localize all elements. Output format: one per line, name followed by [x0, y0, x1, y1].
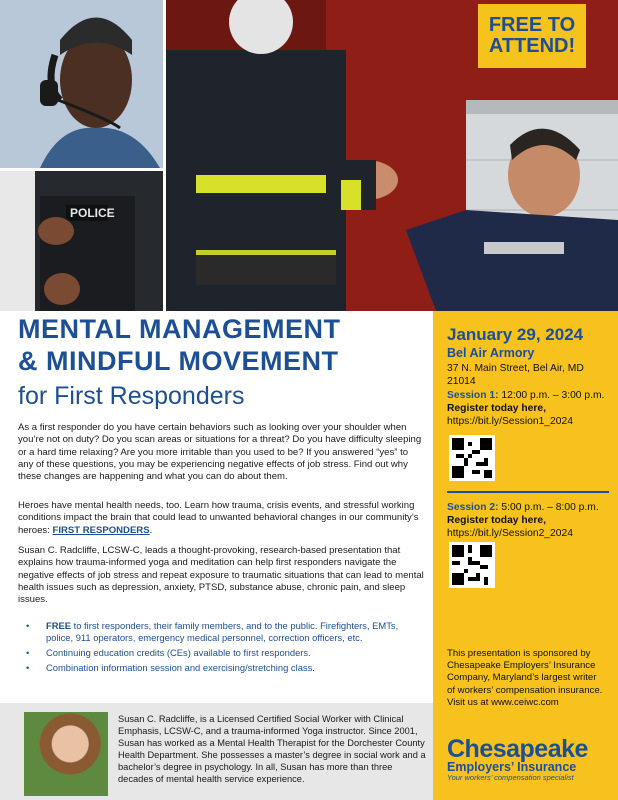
event-details-sidebar: [433, 311, 618, 800]
benefits-list: [26, 620, 418, 677]
session2-register: Register today here,: [447, 515, 546, 526]
bio-text: Susan C. Radcliffe, is a Licensed Certified Social Worker with Clinical Emphasis, LCSW-C, and a trauma-informed Yoga instructor. Since 2001, Susan has worked as a Mental Health Therapist for the Dorchester County Health Department. She possesses a master’s degree in social work and a bachelor’s degree in psychology. In all, Susan has more than three decades of mental health service experience.: [118, 714, 426, 785]
police-patch-text: POLICE: [70, 206, 115, 220]
session2-time: 5:00 p.m. – 8:00 p.m.: [498, 502, 599, 513]
session2-label: Session 2:: [447, 502, 499, 513]
bullet-icon: •: [26, 620, 30, 631]
bullet-icon: •: [26, 647, 30, 658]
session2-qr-code[interactable]: [449, 542, 495, 588]
heroes-text: Heroes have mental health needs, too. Learn how trauma, crisis events, and stressful working conditions impact the brain that could lead to unwanted behavioral changes in our community’s heroes:: [18, 500, 419, 536]
session2-block: [447, 501, 609, 540]
title-subtitle: for First Responders: [18, 382, 245, 410]
list-item: [26, 647, 418, 659]
intro-paragraph: As a first responder do you have certain behaviors such as looking over your shoulder when you’re not on duty? Do you scan areas or situations for a threat? Do you have difficulty sleeping or a hard time relaxing? Are you more irritable than you used to be? If you answered “yes” to any of these questions, you may be experiencing negative effects of job stress. Find out why these changes are happening and what you can do about them.: [18, 422, 422, 483]
dispatcher-photo: [0, 0, 163, 168]
sidebar-divider: [447, 491, 609, 493]
title-line2: & MINDFUL MOVEMENT: [18, 346, 339, 376]
sponsor-text: This presentation is sponsored by Chesapeake Employers’ Insurance Company, Maryland’s largest writer of workers’ compensation insurance. Visit us at www.ceiwc.com: [447, 648, 603, 708]
free-to-attend-badge: [478, 4, 586, 68]
qr-code-icon: [452, 438, 492, 478]
event-venue: Bel Air Armory: [447, 346, 535, 360]
chesapeake-logo: [447, 737, 609, 785]
police-officer-illustration: [0, 171, 163, 311]
event-address: 37 N. Main Street, Bel Air, MD 21014: [447, 363, 584, 387]
session1-time: 12:00 p.m. – 3:00 p.m.: [498, 390, 605, 401]
police-officer-photo: [0, 171, 163, 311]
bullet-text: Continuing education credits (CEs) available to first responders.: [46, 647, 311, 658]
badge-line1: FREE TO: [488, 14, 576, 36]
event-date: January 29, 2024: [447, 325, 584, 344]
badge-line2: ATTEND!: [488, 35, 576, 57]
list-item: [26, 620, 418, 644]
logo-word1: Chesapeake: [447, 735, 588, 763]
session1-qr-code[interactable]: [449, 435, 495, 481]
session2-url[interactable]: https://bit.ly/Session2_2024: [447, 528, 573, 539]
bullet-text: to first responders, their family members, and to the public. Firefighters, EMTs, police, 911 operators, emergency medical personnel, correction officers, etc.: [46, 620, 399, 643]
bullet-text: Combination information session and exercising/stretching class.: [46, 662, 315, 673]
heroes-paragraph: [18, 500, 426, 537]
title-line1: MENTAL MANAGEMENT: [18, 314, 341, 344]
first-responders-link[interactable]: FIRST RESPONDERS: [52, 524, 150, 536]
session1-label: Session 1:: [447, 390, 499, 401]
presenter-headshot: [24, 712, 108, 796]
bullet-icon: •: [26, 662, 30, 673]
logo-tagline: Your workers’ compensation specialist: [447, 773, 574, 782]
logo-word2: Employers’ Insurance: [447, 760, 577, 774]
session1-url[interactable]: https://bit.ly/Session1_2024: [447, 416, 573, 427]
heroes-end: .: [149, 524, 153, 536]
bullet-bold: FREE: [46, 620, 72, 631]
dispatcher-illustration: [0, 0, 163, 168]
presenter-paragraph: Susan C. Radcliffe, LCSW-C, leads a thought-provoking, research-based presentation that explains how trauma-informed yoga and meditation can help first responders navigate the negative effects of job stress and repeat exposure to traumatic situations that can lead to mental health issues such as depression, anxiety, PTSD, substance abuse, chronic pain, and sleep issues.: [18, 545, 424, 606]
session1-register: Register today here,: [447, 403, 546, 414]
qr-code-icon: [452, 545, 492, 585]
session1-block: [447, 389, 609, 428]
list-item: [26, 662, 418, 674]
